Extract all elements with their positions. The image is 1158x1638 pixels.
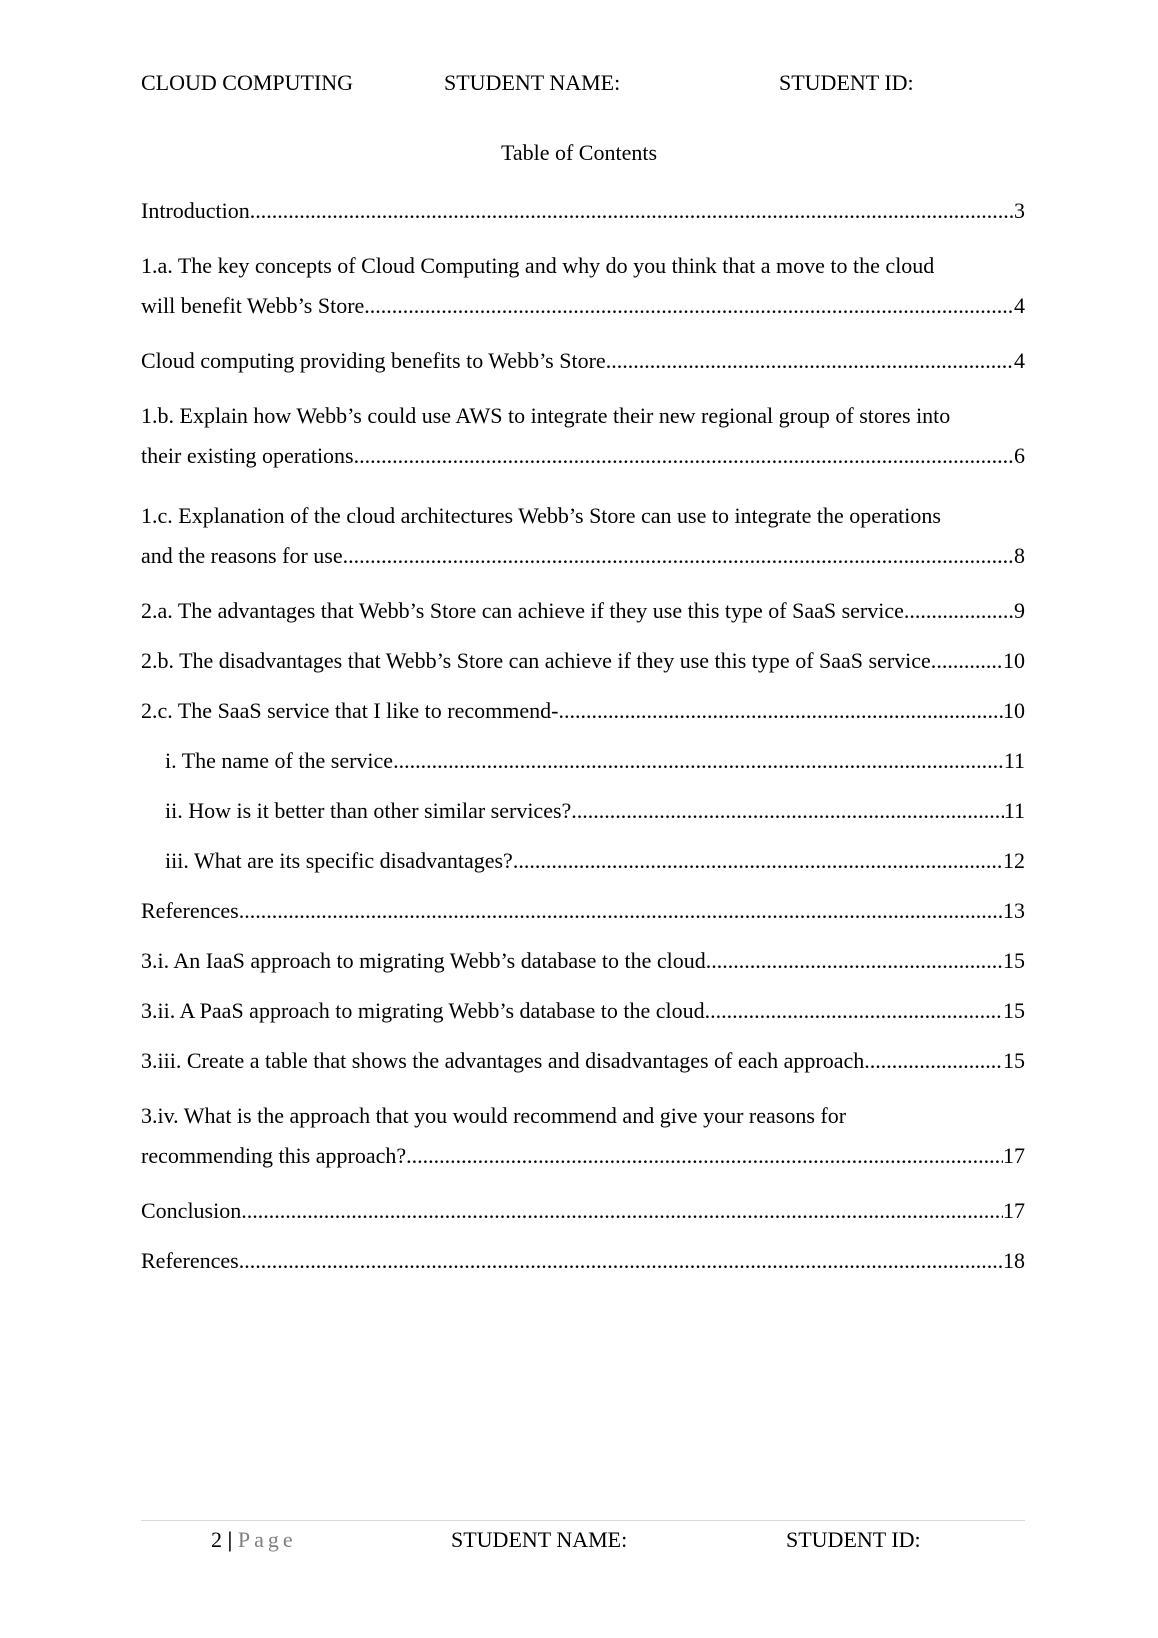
toc-leader-dots <box>406 1136 1003 1176</box>
toc-entry-text: their existing operations <box>141 443 354 468</box>
toc-entry-text: i. The name of the service <box>165 748 394 773</box>
toc-entry[interactable] <box>141 846 1025 876</box>
header-student-id: STUDENT ID: <box>779 70 914 95</box>
toc-leader-dots <box>606 346 1014 376</box>
toc-page-number: 4 <box>1014 293 1025 318</box>
toc-page-number: 11 <box>1003 748 1025 773</box>
toc-entry[interactable] <box>141 646 1025 676</box>
footer-page-word: Page <box>237 1527 297 1552</box>
toc-entry[interactable] <box>141 1046 1025 1076</box>
footer-page-number: 2 <box>211 1527 222 1552</box>
toc-entry-text: 3.ii. A PaaS approach to migrating Webb’s database to the cloud <box>141 998 705 1023</box>
toc-entry-text: Introduction <box>141 198 250 223</box>
toc-leader-dots <box>239 896 1003 926</box>
toc-page-number: 3 <box>1014 198 1025 223</box>
toc-page-number: 13 <box>1003 898 1025 923</box>
toc-entry-text: ii. How is it better than other similar services? <box>165 798 572 823</box>
toc-leader-dots <box>706 946 1003 976</box>
toc-leader-dots <box>571 796 1004 826</box>
toc-entry[interactable] <box>141 896 1025 926</box>
toc-leader-dots <box>250 196 1014 226</box>
toc-entry[interactable] <box>141 246 1025 326</box>
table-of-contents <box>141 196 1025 1296</box>
toc-leader-dots <box>241 1196 1003 1226</box>
header-student-name: STUDENT NAME: <box>444 70 621 95</box>
toc-entry[interactable] <box>141 596 1025 626</box>
toc-page-number: 10 <box>1003 648 1025 673</box>
toc-page-number: 8 <box>1014 543 1025 568</box>
toc-entry-text: References <box>141 898 239 923</box>
toc-page-number: 10 <box>1003 698 1025 723</box>
toc-entry-text: and the reasons for use <box>141 543 343 568</box>
toc-entry-text: 3.iii. Create a table that shows the advantages and disadvantages of each approach <box>141 1048 865 1073</box>
toc-entry-text: will benefit Webb’s Store <box>141 293 365 318</box>
toc-leader-dots <box>864 1046 1003 1076</box>
toc-entry-text: 2.b. The disadvantages that Webb’s Store can achieve if they use this type of SaaS service. <box>141 648 937 673</box>
toc-entry-text: 3.iv. What is the approach that you would recommend and give your reasons for <box>141 1103 847 1128</box>
toc-entry[interactable] <box>141 746 1025 776</box>
toc-entry[interactable] <box>141 1246 1025 1276</box>
toc-entry-text: recommending this approach? <box>141 1143 407 1168</box>
toc-entry[interactable] <box>141 996 1025 1026</box>
toc-page-number: 4 <box>1014 348 1025 373</box>
toc-entry[interactable] <box>141 346 1025 376</box>
toc-leader-dots <box>936 646 1003 676</box>
toc-entry-text: 1.b. Explain how Webb’s could use AWS to integrate their new regional group of stores into <box>141 403 951 428</box>
toc-leader-dots <box>393 746 1004 776</box>
header-course: CLOUD COMPUTING <box>141 70 354 95</box>
toc-entry-text: 2.c. The SaaS service that I like to recommend- <box>141 698 559 723</box>
footer-student-id: STUDENT ID: <box>786 1527 921 1552</box>
toc-leader-dots <box>364 286 1014 326</box>
toc-leader-dots <box>513 846 1003 876</box>
toc-entry-text: iii. What are its specific disadvantages? <box>165 848 513 873</box>
footer-student-name: STUDENT NAME: <box>451 1527 628 1552</box>
toc-entry[interactable] <box>141 1196 1025 1226</box>
toc-entry-text: 1.a. The key concepts of Cloud Computing and why do you think that a move to the cloud <box>141 253 935 278</box>
toc-leader-dots <box>354 436 1014 476</box>
toc-title: Table of Contents <box>500 140 658 165</box>
toc-leader-dots <box>558 696 1003 726</box>
toc-entry[interactable] <box>141 396 1025 476</box>
toc-page-number: 15 <box>1003 998 1025 1023</box>
toc-page-number: 18 <box>1003 1248 1025 1273</box>
toc-page-number: 12 <box>1003 848 1025 873</box>
toc-entry[interactable] <box>141 796 1025 826</box>
toc-page-number: 6 <box>1014 443 1025 468</box>
toc-page-number: 11 <box>1003 798 1025 823</box>
footer-page-indicator <box>211 1525 297 1555</box>
toc-entry[interactable] <box>141 946 1025 976</box>
toc-page-number: 15 <box>1003 948 1025 973</box>
toc-leader-dots <box>904 596 1014 626</box>
toc-leader-dots <box>705 996 1003 1026</box>
toc-leader-dots <box>343 536 1014 576</box>
toc-leader-dots <box>239 1246 1003 1276</box>
toc-entry-text: Conclusion <box>141 1198 242 1223</box>
toc-entry[interactable] <box>141 696 1025 726</box>
toc-entry-text: References <box>141 1248 239 1273</box>
toc-entry-text: 3.i. An IaaS approach to migrating Webb’s database to the cloud <box>141 948 706 973</box>
toc-entry-text: 2.a. The advantages that Webb’s Store can achieve if they use this type of SaaS service <box>141 598 904 623</box>
toc-page-number: 17 <box>1003 1198 1025 1223</box>
footer-separator: | <box>227 1527 233 1552</box>
toc-entry[interactable] <box>141 496 1025 576</box>
toc-page-number: 9 <box>1014 598 1025 623</box>
toc-page-number: 17 <box>1003 1143 1025 1168</box>
toc-entry[interactable] <box>141 1096 1025 1176</box>
toc-entry[interactable] <box>141 196 1025 226</box>
toc-page-number: 15 <box>1003 1048 1025 1073</box>
toc-entry-text: Cloud computing providing benefits to Webb’s Store <box>141 348 606 373</box>
toc-entry-text: 1.c. Explanation of the cloud architectures Webb’s Store can use to integrate the operations <box>141 503 941 528</box>
footer-divider <box>141 1520 1025 1521</box>
